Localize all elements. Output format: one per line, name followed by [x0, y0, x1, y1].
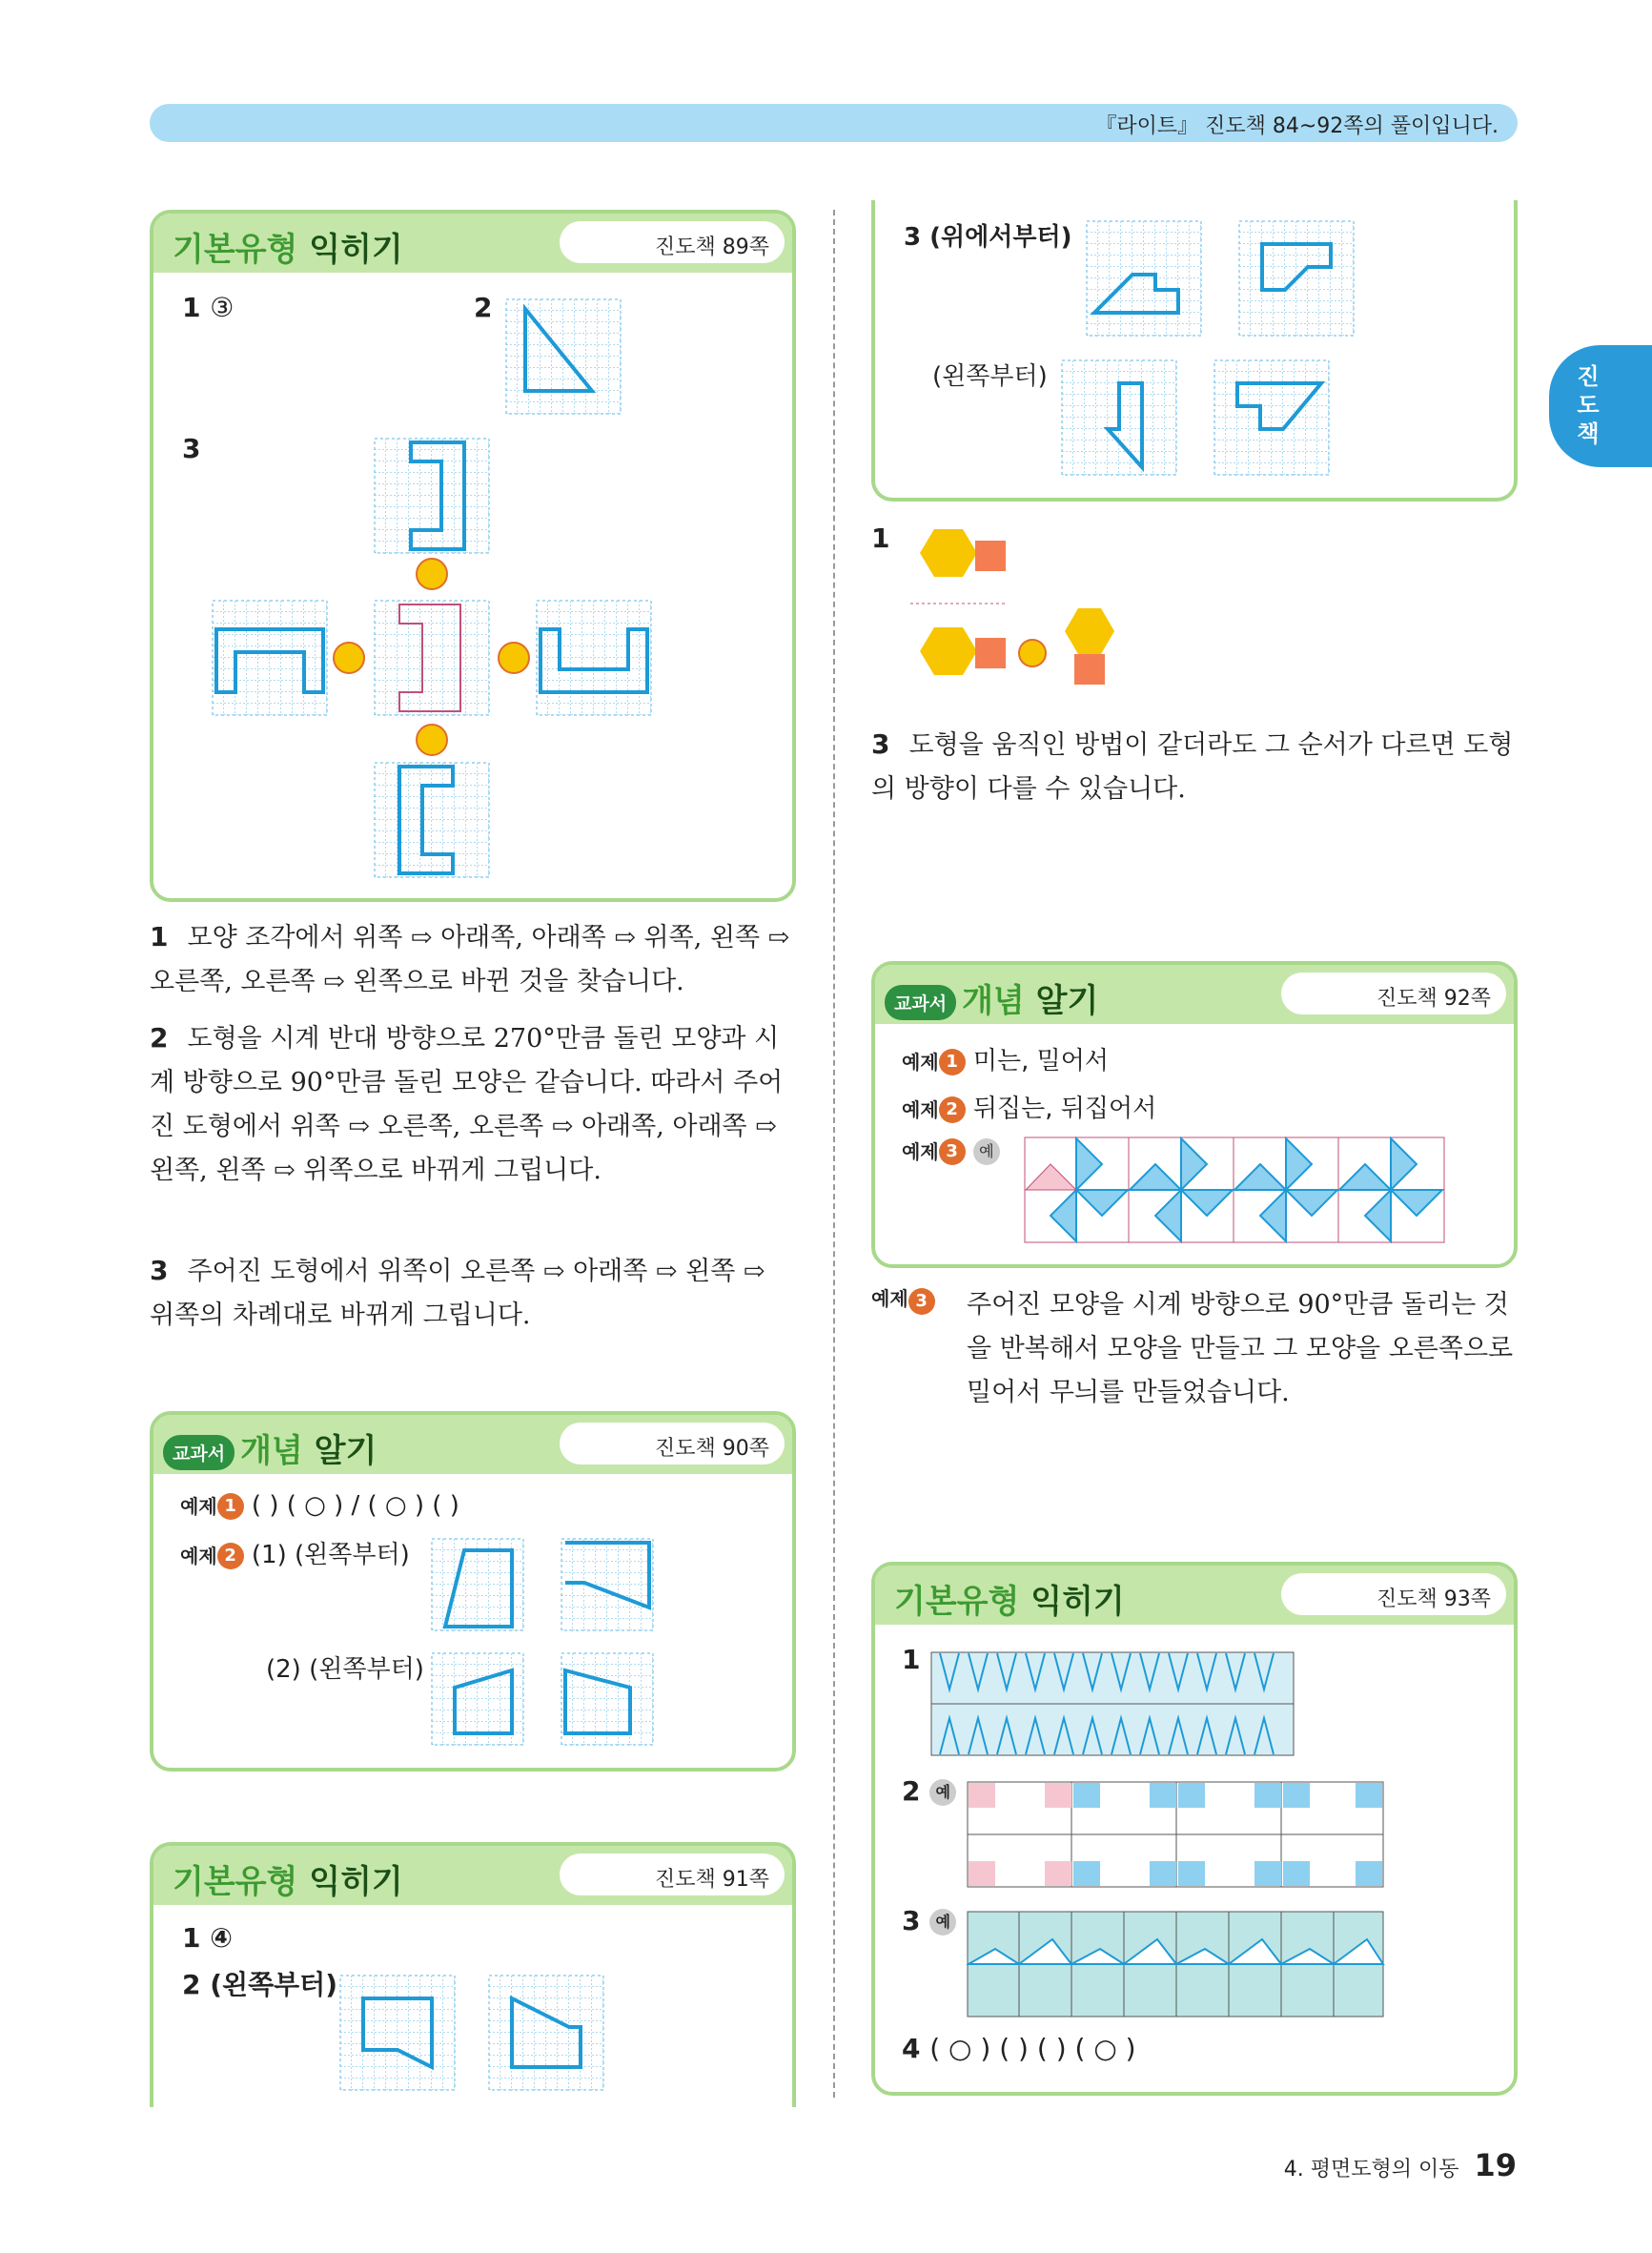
box-header: [875, 1566, 1514, 1625]
box-continued-91: [871, 200, 1518, 502]
box-header: [875, 965, 1514, 1024]
box-concept-92: [871, 961, 1518, 1268]
box-title: 교과서 개념 알기: [163, 1424, 377, 1471]
q3-center: [375, 601, 489, 715]
column-divider: [833, 210, 835, 2098]
q3-left: [213, 601, 327, 715]
example-2: 예제 2 (1) (왼쪽부터): [180, 1541, 410, 1569]
box-basic-93: [871, 1562, 1518, 2096]
q3: 3: [182, 433, 201, 464]
footer: [1284, 2147, 1517, 2183]
header-bar: [150, 104, 1518, 142]
box-title: 기본유형 익히기: [894, 1583, 1125, 1621]
footer-page-number: 19: [1474, 2147, 1517, 2183]
pinwheel-pattern: [1024, 1137, 1449, 1247]
left-label: (왼쪽부터): [932, 362, 1048, 391]
right-explanation-3: 3 도형을 움직인 방법이 같더라도 그 순서가 다르면 도형의 방향이 다를 수 있습니다.: [871, 728, 1514, 804]
q2-grid: [506, 299, 621, 414]
header-text: 『라이트』 진도책 84~92쪽의 풀이입니다.: [1095, 114, 1499, 138]
box-title: 교과서 개념 알기: [885, 974, 1098, 1021]
page-ref: 진도책 90쪽: [560, 1423, 785, 1464]
q2: 2 (왼쪽부터): [182, 1969, 338, 2000]
example-2: 예제 2 뒤집는, 뒤집어서: [902, 1095, 1157, 1123]
q2: 2 예: [902, 1775, 956, 1807]
boxD-figures: [875, 200, 1514, 496]
right-q1: 1: [871, 522, 890, 554]
q3-label: 3 (위에서부터): [904, 223, 1072, 252]
example-1: 예제 1 미는, 밀어서: [902, 1047, 1110, 1075]
page-ref: 진도책 89쪽: [560, 221, 785, 263]
side-tab[interactable]: [1549, 345, 1652, 467]
box-concept-90: [150, 1411, 796, 1772]
q3-pattern: [967, 1911, 1386, 2019]
explanation-3: 3 주어진 도형에서 위쪽이 오른쪽 ⇨ 아래쪽 ⇨ 왼쪽 ⇨ 위쪽의 차례대로 바뀌게 그립니다.: [150, 1255, 765, 1330]
ex3-explanation: 주어진 모양을 시계 방향으로 90°만큼 돌리는 것을 반복해서 모양을 만들고 그 모양을 오른쪽으로 밀어서 무늬를 만들었습니다.: [967, 1290, 1514, 1407]
box-basic-89: [150, 210, 796, 902]
q3-bottom: [375, 763, 489, 877]
q2-pattern: [967, 1781, 1386, 1890]
q3: 3 예: [902, 1905, 956, 1936]
explanation-1: 1 모양 조각에서 위쪽 ⇨ 아래쪽, 아래쪽 ⇨ 위쪽, 왼쪽 ⇨ 오른쪽, 오른쪽 ⇨ 왼쪽으로 바뀐 것을 찾습니다.: [150, 921, 790, 996]
q1: 1: [902, 1644, 921, 1675]
boxA-figures: [153, 214, 792, 900]
ex3-label: 예제 3: [871, 1283, 935, 1315]
side-tab-label: 진도책: [1577, 363, 1600, 447]
page-ref: 진도책 91쪽: [560, 1854, 785, 1895]
box-title: 기본유형 익히기: [173, 231, 403, 269]
example-2-2: (2) (왼쪽부터): [266, 1655, 424, 1684]
box-basic-91: [150, 1842, 796, 2107]
example-3: 예제 3 예: [902, 1137, 1000, 1165]
box-title: 기본유형 익히기: [173, 1863, 403, 1901]
example-1: 예제 1 ( ) ( ○ ) / ( ○ ) ( ): [180, 1491, 459, 1520]
page-ref: 진도책 92쪽: [1281, 973, 1506, 1014]
q3-right: [537, 601, 651, 715]
boxB-figures: [153, 1415, 792, 1768]
page-ref: 진도책 93쪽: [1281, 1573, 1506, 1615]
q4: 4 ( ○ ) ( ) ( ) ( ○ ): [902, 2033, 1136, 2064]
q1: 1 ③: [182, 292, 235, 323]
hexagon-figure: [910, 520, 1139, 691]
footer-chapter: 4. 평면도형의 이동: [1283, 2158, 1459, 2181]
q1-pattern: [930, 1651, 1296, 1758]
explanation-2: 2 도형을 시계 반대 방향으로 270°만큼 돌린 모양과 시계 방향으로 90°만큼 돌린 모양은 같습니다. 따라서 주어진 도형에서 위쪽 ⇨ 오른쪽, 오른쪽 ⇨ 아래쪽, 아래쪽 ⇨ 왼쪽, 왼쪽 ⇨ 위쪽으로 바뀌게 그립니다.: [150, 1022, 784, 1185]
q1: 1 ④: [182, 1922, 233, 1954]
q3-top: [375, 439, 489, 553]
q2: 2: [474, 292, 493, 323]
boxC-figures: [153, 1846, 792, 2103]
